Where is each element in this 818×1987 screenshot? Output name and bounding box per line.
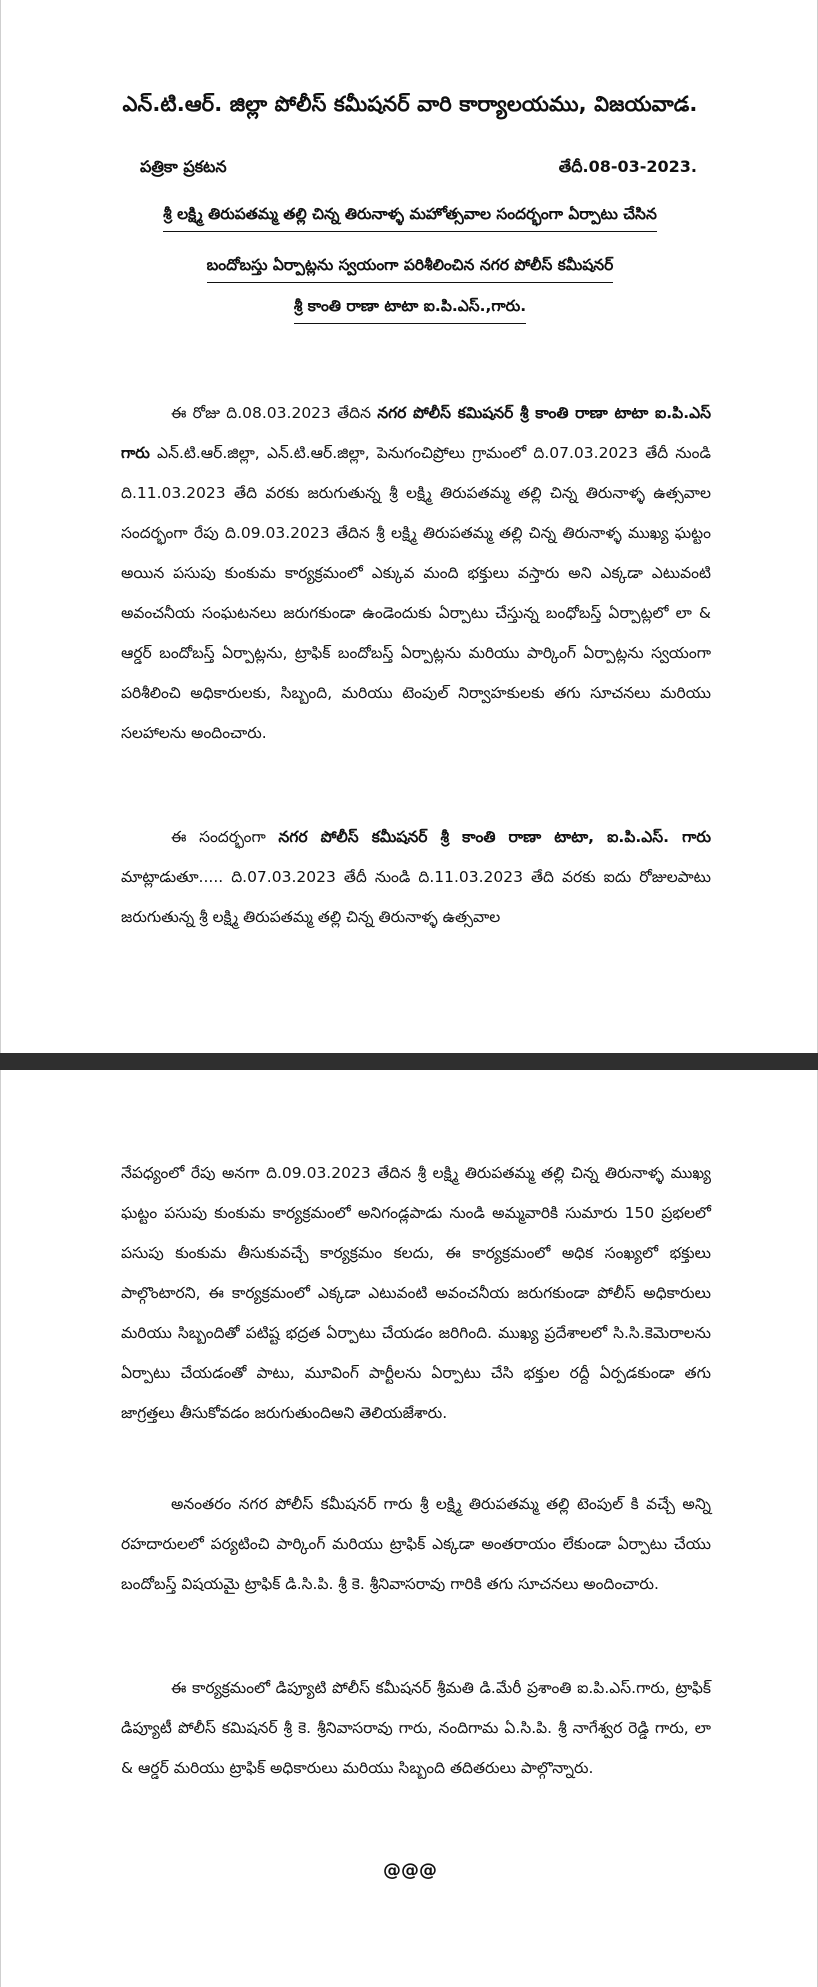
press-release-label: పత్రికా ప్రకటన bbox=[140, 157, 227, 176]
paragraph-2-bold: నగర పోలీస్ కమీషనర్ శ్రీ కాంతి రాణా టాటా, ఐ.పి.ఎస్. గారు bbox=[278, 828, 711, 846]
paragraph-4 bbox=[121, 1484, 711, 1604]
subheading-line-1: శ్రీ లక్ష్మి తిరుపతమ్మ తల్లి చిన్న తిరునాళ్ళ మహోత్సవాల సందర్భంగా ఏర్పాటు చేసిన bbox=[1, 205, 818, 232]
subheading-line-3: శ్రీ కాంతి రాణా టాటా ఐ.పి.ఎస్.,గారు. bbox=[1, 297, 818, 324]
release-date: తేదీ.08-03-2023. bbox=[558, 157, 697, 176]
paragraph-5 bbox=[121, 1668, 711, 1788]
paragraph-2-lead: ఈ సందర్భంగా bbox=[171, 828, 279, 846]
paragraph-1-rest: ఎన్.టి.ఆర్.జిల్లా, ఎన్.టి.ఆర్.జిల్లా, పెనుగంచిప్రోలు గ్రామంలో ది.07.03.2023 తేదీ నుండి ది.11.03.2023 తేది వరకు జరుగుతున్న శ్రీ లక్ష్మి తిరుపతమ్మ తల్లి చిన్న తిరునాళ్ళ ఉత్సవాల సందర్భంగా రేపు ది.09.03.2023 తేదిన శ్రీ లక్ష్మి తిరుపతమ్మ తల్లి చిన్న తిరునాళ్ళ ముఖ్య ఘట్టం అయిన పసుపు కుంకుమ కార్యక్రమంలో ఎక్కువ మంది భక్తులు వస్తారు అని ఎక్కడా ఎటువంటి అవంచనీయ సంఘటనలు జరుగకుండా ఉండెందుకు ఏర్పాటు చేస్తున్న బంధోబస్త్ ఏర్పాట్లలో లా & ఆర్డర్ బందోబస్త్ ఏర్పాట్లను, ట్రాఫిక్ బందోబస్త్ ఏర్పాట్లను మరియు పార్కింగ్ ఏర్పాట్లను స్వయంగా పరిశీలించి అధికారులకు, సిబ్బంది, మరియు టెంపుల్ నిర్వాహకులకు తగు సూచనలు మరియు సలహాలను అందించారు. bbox=[121, 444, 711, 742]
paragraph-5-text: ఈ కార్యక్రమంలో డిప్యూటి పోలీస్ కమీషనర్ శ్రీమతి డి.మేరీ ప్రశాంతి ఐ.పి.ఎస్.గారు, ట్రాఫిక్ డిప్యూటీ పోలీస్ కమిషనర్ శ్రీ కె. శ్రీనివాసరావు గారు, నందిగామ ఏ.సి.పి. శ్రీ నాగేశ్వర రెడ్డి గారు, లా & ఆర్డర్ మరియు ట్రాఫిక్ అధికారులు మరియు సిబ్బంది తదితరులు పాల్గొన్నారు. bbox=[121, 1679, 711, 1777]
paragraph-1-bold: నగర పోలీస్ కమిషనర్ శ్రీ కాంతి రాణా టాటా ఐ.పి.ఎస్ గారు bbox=[121, 404, 711, 462]
document-title: ఎన్.టి.ఆర్. జిల్లా పోలీస్ కమీషనర్ వారి కార్యాలయము, విజయవాడ. bbox=[122, 92, 698, 116]
paragraph-1 bbox=[121, 393, 711, 753]
paragraph-4-text: అనంతరం నగర పోలీస్ కమీషనర్ గారు శ్రీ లక్ష్మి తిరుపతమ్మ తల్లి టెంపుల్ కి వచ్చే అన్ని రహదారులలో పర్యటించి పార్కింగ్ మరియు ట్రాఫిక్ ఎక్కడా అంతరాయం లేకుండా ఏర్పాటు చేయు బందోబస్త్ విషయమై ట్రాఫిక్ డి.సి.పి. శ్రీ కె. శ్రీనివాసరావు గారికి తగు సూచనలు అందించారు. bbox=[121, 1495, 711, 1593]
document-page-2 bbox=[0, 1070, 818, 1987]
paragraph-3: నేపధ్యంలో రేపు అనగా ది.09.03.2023 తేదిన శ్రీ లక్ష్మి తిరుపతమ్మ తల్లి చిన్న తిరునాళ్ళ ముఖ్య ఘట్టం పసుపు కుంకుమ కార్యక్రమంలో అనిగండ్లపాడు నుండి అమ్మవారికి సుమారు 150 ప్రభలలో పసుపు కుంకుమ తీసుకువచ్చే కార్యక్రమం కలదు, ఈ కార్యక్రమంలో అధిక సంఖ్యలో భక్తులు పాల్గొంటారని, ఈ కార్యక్రమంలో ఎక్కడా ఎటువంటి అవంచనీయ జరుగకుండా పోలీస్ అధికారులు మరియు సిబ్బందితో పటిష్ట భద్రత ఏర్పాటు చేయడం జరిగింది. ముఖ్య ప్రదేశాలలో సి.సి.కెమెరాలను ఏర్పాటు చేయడంతో పాటు, మూవింగ్ పార్టీలను ఏర్పాటు చేసి భక్తుల రద్దీ ఏర్పడకుండా తగు జాగ్రత్తలు తీసుకోవడం జరుగుతుందిఅని తెలియజేశారు. bbox=[121, 1164, 711, 1422]
page-separator bbox=[0, 1053, 818, 1070]
subheading-line-2: బందోబస్తు ఏర్పాట్లను స్వయంగా పరిశీలించిన నగర పోలీస్ కమీషనర్ bbox=[1, 256, 818, 283]
paragraph-2 bbox=[121, 817, 711, 937]
paragraph-1-lead: ఈ రోజు ది.08.03.2023 తేదిన bbox=[171, 404, 378, 422]
end-mark: @@@ bbox=[383, 1860, 437, 1881]
paragraph-2-rest: మాట్లాడుతూ..... ది.07.03.2023 తేదీ నుండి ది.11.03.2023 తేది వరకు ఐదు రోజులపాటు జరుగుతున్న శ్రీ లక్ష్మి తిరుపతమ్మ తల్లి చిన్న తిరునాళ్ళ ఉత్సవాల bbox=[121, 868, 711, 926]
